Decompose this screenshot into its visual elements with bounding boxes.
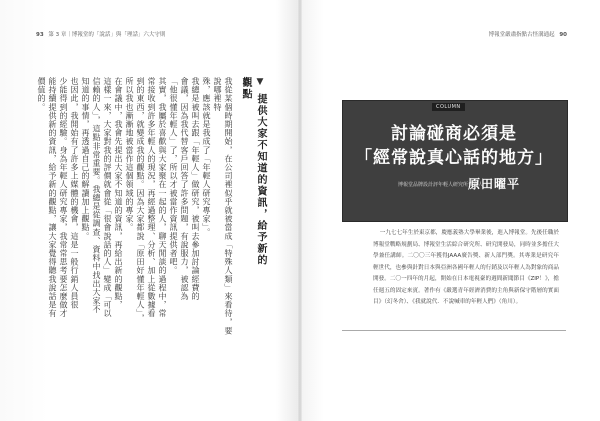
left-running-head <box>33 30 165 38</box>
author-name: 原田曜平 <box>468 177 521 191</box>
section-heading-text: 提供大家不知道的資訊，給予新的觀點 <box>240 77 266 266</box>
vertical-text-line: 少能得到的經驗。身為年輕人研究專家，我常常思考要怎麼做才 <box>59 77 68 318</box>
vertical-text-line: 殊，應該就是我成了「年輕人研究專家」。 <box>202 77 211 237</box>
triangle-down-icon: ▼ <box>255 77 265 89</box>
author-bio <box>373 228 559 309</box>
vertical-text-line: 會議，因為我代替客戶回答了許多問題，有說服力，被認為 <box>180 77 189 301</box>
right-running-head <box>489 30 570 38</box>
vertical-text-line: 「他很懂年輕人」了，所以才被當作資訊提供者吧。 <box>169 77 178 275</box>
right-running-head-text: 博報堂嚴肅指點古怪溝通起 <box>488 32 555 38</box>
right-page-number: 90 <box>559 32 567 38</box>
vertical-text-line: 信賴的人」，這點非常重要。我總是從調查、資料中找出大家不 <box>92 77 101 314</box>
vertical-text-line: 我總是被叫去跟「年輕人」做研究，被叫去參加討論經費的 <box>191 77 200 301</box>
column-title <box>342 122 566 170</box>
vertical-text-line: 到的東西，就變成我的觀點。因為大家都說「原田好懂年輕人」， <box>136 77 145 323</box>
column-tag: COLUMN <box>432 103 465 111</box>
vertical-text-line: 也因此，我開始有了許多上媒體的機會，這是一般行銷人員很 <box>70 77 79 310</box>
column-title-line-1: 討論碰商必須是 <box>391 124 517 144</box>
left-running-head-text: 第 3 章｜博報堂的「說話」與「理話」六大守則 <box>48 32 166 38</box>
vertical-text-line: 常接收到許多年輕人的現況，再經過整理、分析、加上從數據看 <box>147 77 156 318</box>
book-gutter <box>298 0 302 421</box>
vertical-text-line: 這樣一來，大家對我的評價就會從「很會說話的人」變成「可以 <box>103 77 112 318</box>
bottom-divider <box>342 330 566 331</box>
left-page-body <box>36 77 268 337</box>
vertical-text-line: 所以我也漸漸地被當作這個領域的專家。 <box>125 77 134 232</box>
column-title-line-2: 「經常說真心話的地方」 <box>355 148 553 168</box>
author-role: 博報堂品牌設計評年輕人研究所負責人 <box>398 182 484 188</box>
vertical-text-block <box>36 77 234 337</box>
left-page-number: 93 <box>36 32 44 38</box>
vertical-text-line: 我從某個時期開始，在公司裡似乎就被當成「特殊人類」來看待，要說哪裡特 <box>213 77 233 335</box>
vertical-text-line: 知道的事情，再透過自己的解讀加上觀點。 <box>81 77 90 241</box>
vertical-text-line: 價值的。 <box>37 77 46 112</box>
vertical-text-line: 其實，我屬於喜歡與大家聚在一起的人，聊天閒談的過程中，常 <box>158 77 167 318</box>
vertical-text-line: 在會議中，我會先提出大家不知道的資訊，再給出新的觀點， <box>114 77 123 310</box>
author-bio-paragraph: 一九七七年生於東京都，慶應義塾大學畢業後，進入博報堂。先後任職於博報堂戰略規劃局、博報堂生活綜合研究所、研究開發局，同時並多擔任大學兼任講師。二〇〇三年獲得JAAA廣告獎、新人部門獎。其專業是研究年輕世代，也參與針對日本與亞洲各國年輕人的行銷及以年輕人為對象的商品開發。二〇一四年的月起，開始在日本電視臺的週間新聞節目《ZIP！》，擔任週五的固定來賓。著作有《嚴選青年經濟消費的主角與新保守階層的實面目》（幻冬舍）、《我就說代．不說喊車的年輕人們》（角川）。 <box>373 230 559 305</box>
vertical-text-line: 能持續提供新的資訊，給予新的觀點，讓大家覺得聽我說話是有 <box>48 77 57 318</box>
